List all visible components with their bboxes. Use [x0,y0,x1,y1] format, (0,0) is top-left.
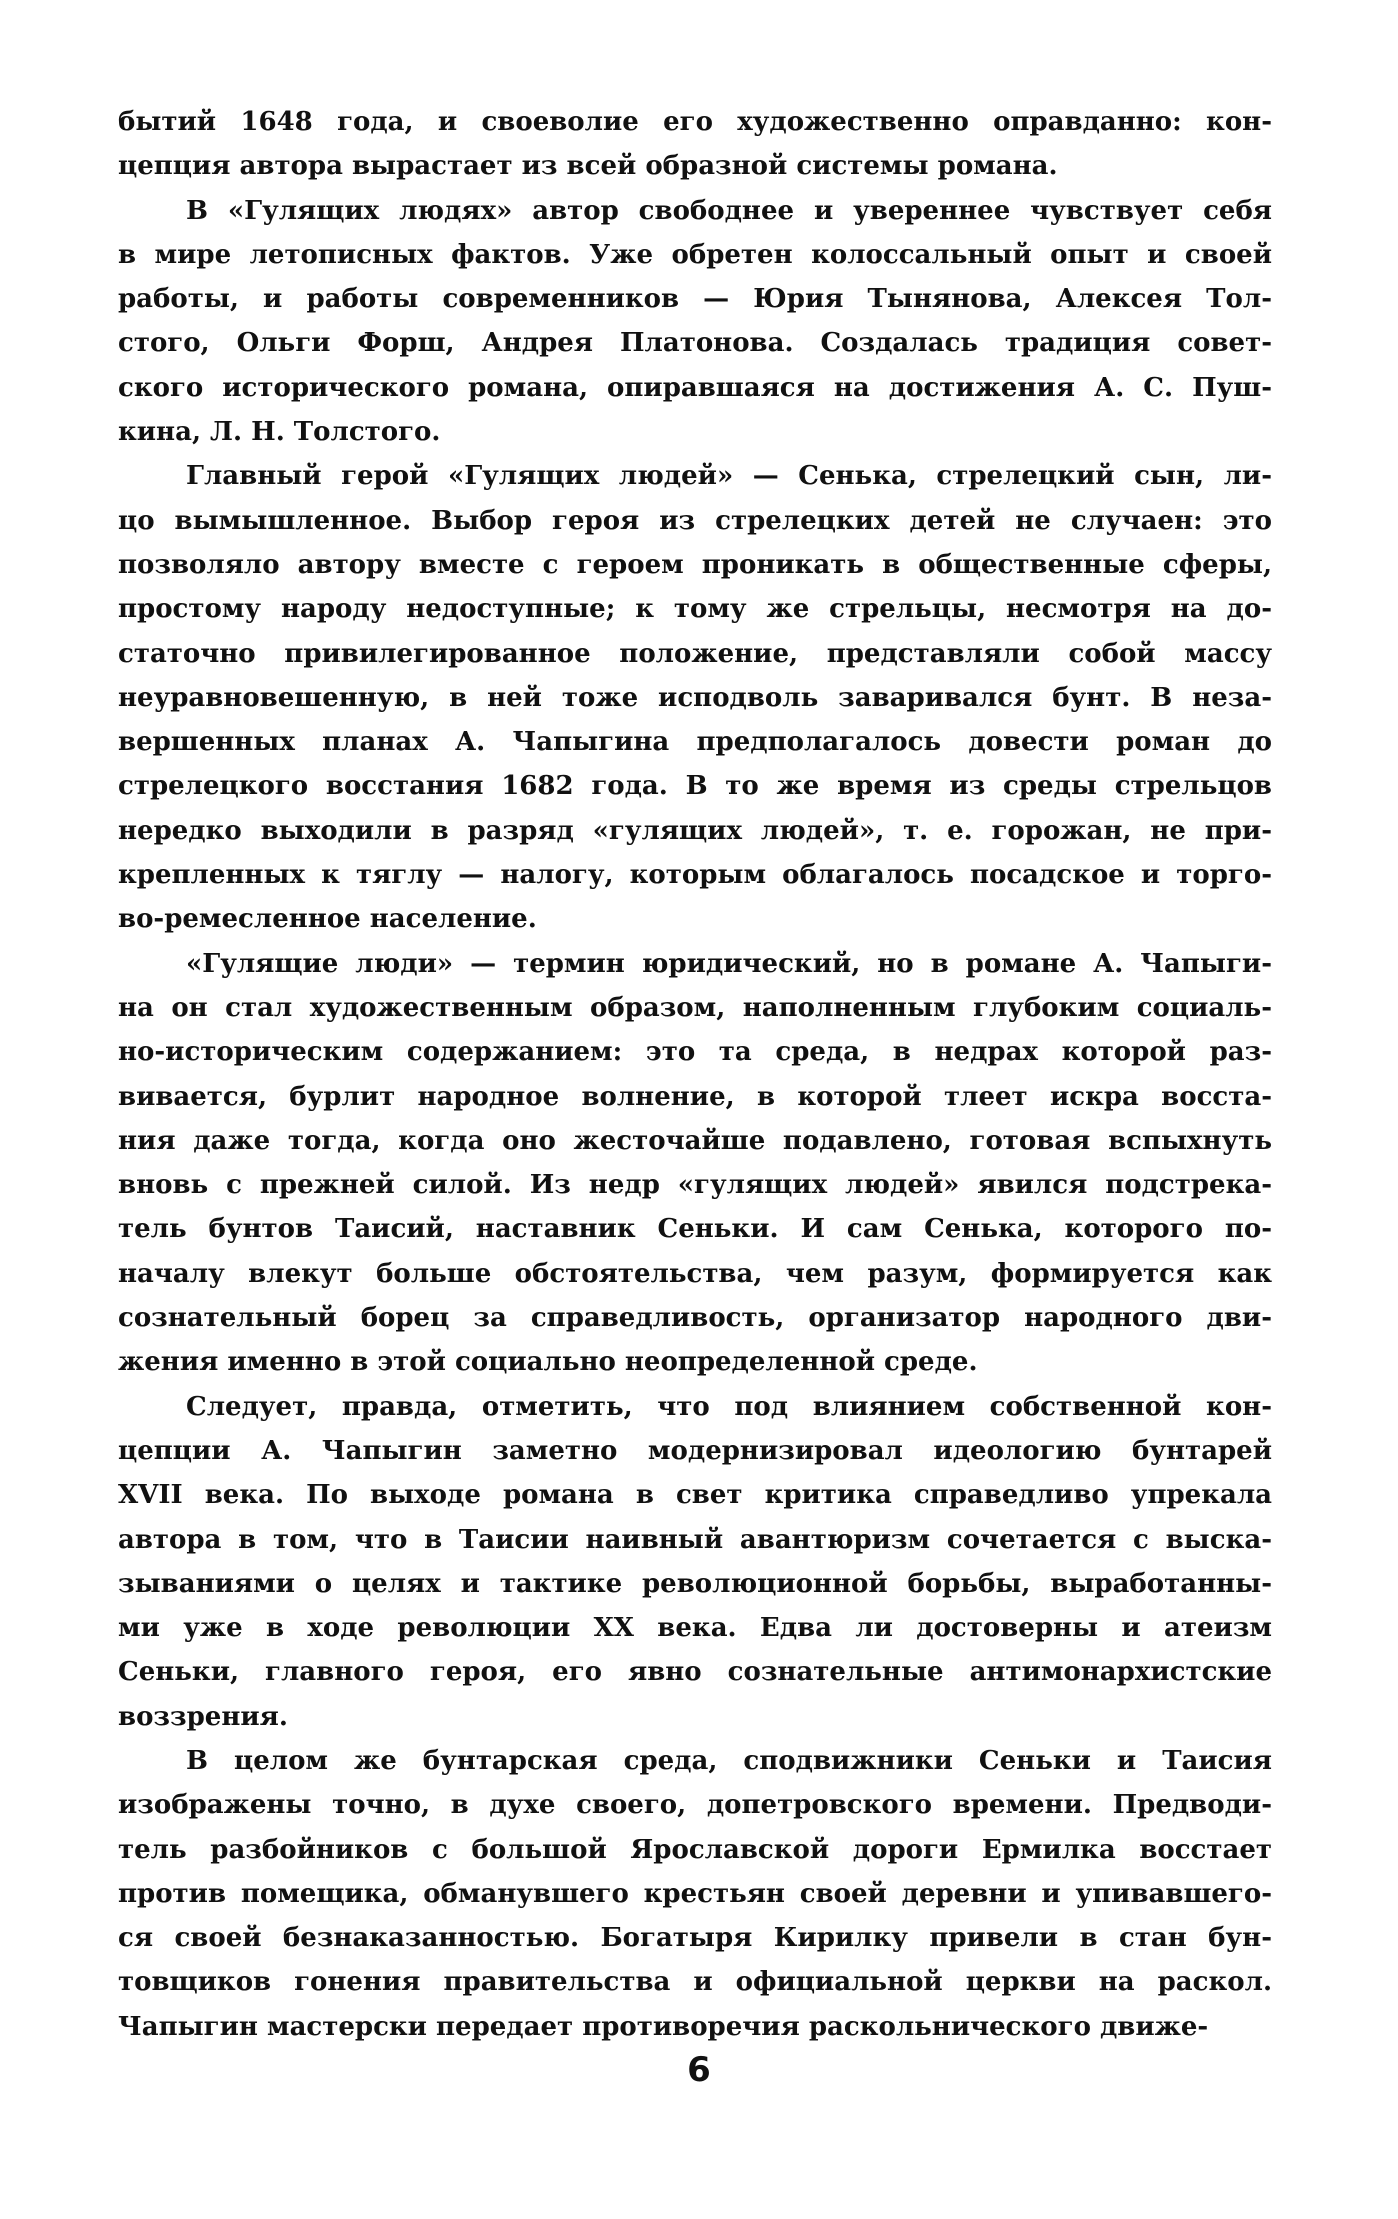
text-line: В «Гулящих людях» автор свободнее и увереннее чувствует себя [186,195,1272,226]
text-line: Сеньки, главного героя, его явно сознательные антимонархистские [118,1657,1272,1688]
page-number: 6 [687,2050,711,2090]
text-line: нередко выходили в разряд «гулящих людей», т. е. горожан, не при- [118,815,1272,846]
text-line: неуравновешенную, в ней тоже исподволь заваривался бунт. В неза- [118,682,1272,713]
text-line: В целом же бунтарская среда, сподвижники Сеньки и Таисия [186,1745,1272,1776]
text-line: автора в том, что в Таисии наивный авантюризм сочетается с выска- [118,1524,1272,1555]
text-line: работы, и работы современников — Юрия Тынянова, Алексея Тол- [118,284,1272,315]
text-line: ми уже в ходе революции XX века. Едва ли достоверны и атеизм [118,1613,1272,1644]
text-line: в мире летописных фактов. Уже обретен колоссальный опыт и своей [118,239,1272,270]
text-line: стого, Ольги Форш, Андрея Платонова. Создалась традиция совет- [118,328,1272,359]
text-line: товщиков гонения правительства и официальной церкви на раскол. [118,1967,1272,1998]
paragraph [118,1385,1272,1739]
text-line: Следует, правда, отметить, что под влиянием собственной кон- [186,1391,1272,1422]
text-line: простому народу недоступные; к тому же стрельцы, несмотря на до- [118,594,1272,625]
text-line: против помещика, обманувшего крестьян своей деревни и упивавшего- [118,1878,1272,1909]
text-line: ся своей безнаказанностью. Богатыря Кирилку привели в стан бун- [118,1923,1272,1954]
text-line: бытий 1648 года, и своеволие его художественно оправданно: кон- [118,107,1272,137]
text-line: тель разбойников с большой Ярославской дороги Ермилка восстает [118,1834,1272,1865]
paragraph [118,189,1272,455]
text-line: изображены точно, в духе своего, допетровского времени. Предводи- [118,1790,1272,1821]
text-line: цо вымышленное. Выбор героя из стрелецких детей не случаен: это [118,505,1272,536]
text-line: Чапыгин мастерски передает противоречия раскольнического движе- [118,2011,1209,2042]
paragraph [118,454,1272,941]
text-line: началу влекут больше обстоятельства, чем разум, формируется как [118,1258,1272,1289]
text-line: XVII века. По выходе романа в свет критика справедливо упрекала [118,1480,1272,1511]
text-line: Главный герой «Гулящих людей» — Сенька, стрелецкий сын, ли- [186,461,1272,492]
text-line: жения именно в этой социально неопределенной среде. [118,1347,978,1378]
text-line: позволяло автору вместе с героем проникать в общественные сферы, [118,549,1272,580]
text-line: тель бунтов Таисий, наставник Сеньки. И сам Сенька, которого по- [118,1214,1272,1245]
text-line: цепция автора вырастает из всей образной системы романа. [118,151,1058,182]
text-line: кина, Л. Н. Толстого. [118,417,441,448]
text-line: «Гулящие люди» — термин юридический, но в романе А. Чапыги- [186,948,1272,979]
text-line: воззрения. [118,1701,288,1732]
text-line: вершенных планах А. Чапыгина предполагалось довести роман до [118,727,1272,758]
text-line: стрелецкого восстания 1682 года. В то же время из среды стрельцов [118,771,1272,802]
text-line: вновь с прежней силой. Из недр «гулящих людей» явился подстрека- [118,1170,1272,1201]
text-line: но-историческим содержанием: это та среда, в недрах которой раз- [118,1037,1272,1068]
text-line: крепленных к тяглу — налогу, которым облагалось посадское и торго- [118,860,1272,891]
text-line: статочно привилегированное положение, представляли собой массу [118,638,1272,669]
text-line: во-ремесленное население. [118,904,537,935]
text-line: ния даже тогда, когда оно жесточайше подавлено, готовая вспыхнуть [118,1125,1272,1156]
text-line: вивается, бурлит народное волнение, в которой тлеет искра восста- [118,1081,1272,1112]
paragraph [118,100,1272,189]
text-line: цепции А. Чапыгин заметно модернизировал идеологию бунтарей [118,1435,1272,1466]
paragraph [118,942,1272,1385]
body-text [118,100,1272,2049]
text-line: ского исторического романа, опиравшаяся на достижения А. С. Пуш- [118,372,1272,403]
text-line: зываниями о целях и тактике революционной борьбы, выработанны- [118,1568,1272,1599]
text-line: на он стал художественным образом, наполненным глубоким социаль- [118,992,1272,1023]
paragraph [118,1739,1272,2049]
text-line: сознательный борец за справедливость, организатор народного дви- [118,1303,1272,1334]
